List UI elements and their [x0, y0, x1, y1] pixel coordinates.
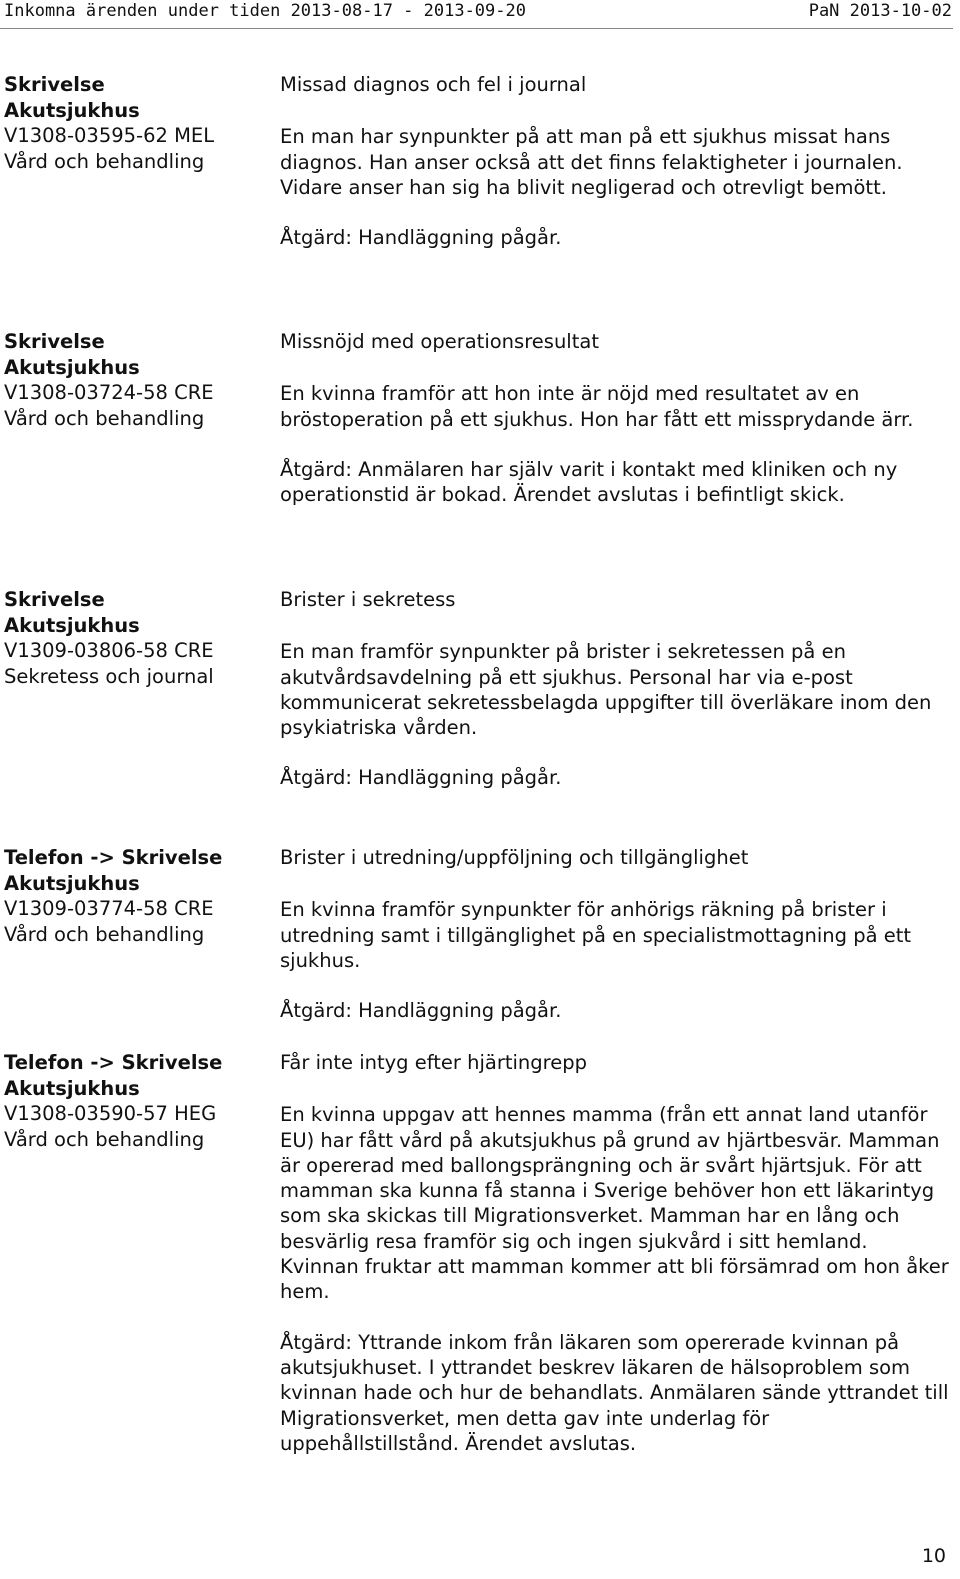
case-description: En man framför synpunkter på brister i sekretessen på en akutvårdsavdelning på ett sjukhus. Personal har via e-post kommunicerat sekretessbelagda uppgifter till överläkare inom den psykiatriska vården. — [280, 640, 932, 740]
case-organization: Akutsjukhus — [4, 98, 140, 122]
case-type: Skrivelse — [4, 330, 105, 353]
case-description: En man har synpunkter på att man på ett sjukhus missat hans diagnos. Han anser också att det finns felaktigheter i journalen. Vidare anser han sig ha blivit negligerad och otrevligt bemött. — [280, 125, 903, 199]
case-body — [280, 1050, 950, 1456]
case-subject: Missnöjd med operationsresultat — [280, 330, 599, 353]
case-action: Åtgärd: Handläggning pågår. — [280, 766, 562, 790]
case-id: V1308-03724-58 CRE — [4, 381, 214, 404]
case-type: Skrivelse — [4, 73, 105, 96]
page-number: 10 — [921, 1545, 946, 1567]
header-date: PaN 2013-10-02 — [808, 1, 952, 21]
case-type: Skrivelse — [4, 588, 105, 611]
case-id: V1309-03774-58 CRE — [4, 897, 214, 920]
case-category: Sekretess och journal — [4, 664, 214, 688]
case-organization: Akutsjukhus — [4, 613, 140, 637]
case-body — [280, 72, 950, 250]
case-organization: Akutsjukhus — [4, 871, 140, 895]
case-meta — [4, 72, 274, 174]
case-subject: Brister i sekretess — [280, 588, 456, 611]
case-subject: Missad diagnos och fel i journal — [280, 73, 587, 96]
case-description: En kvinna framför synpunkter för anhörigs räkning på brister i utredning samt i tillgänglighet på en specialistmottagning på ett sjukhus. — [280, 898, 912, 972]
case-meta — [4, 329, 274, 431]
case-id: V1309-03806-58 CRE — [4, 639, 214, 662]
case-meta — [4, 1050, 274, 1152]
case-category: Vård och behandling — [4, 922, 205, 946]
case-type: Telefon -> Skrivelse — [4, 1051, 223, 1074]
case-organization: Akutsjukhus — [4, 1076, 140, 1100]
case-id: V1308-03595-62 MEL — [4, 124, 215, 147]
case-id: V1308-03590-57 HEG — [4, 1102, 217, 1125]
case-type: Telefon -> Skrivelse — [4, 846, 223, 869]
case-category: Vård och behandling — [4, 149, 205, 173]
case-action: Åtgärd: Anmälaren har själv varit i kontakt med kliniken och ny operationstid är bokad. Ärendet avslutas i befintligt skick. — [280, 457, 898, 507]
header-title: Inkomna ärenden under tiden 2013-08-17 - 2013-09-20 — [4, 1, 526, 21]
case-category: Vård och behandling — [4, 406, 205, 430]
case-action: Åtgärd: Handläggning pågår. — [280, 999, 562, 1023]
case-body — [280, 329, 950, 507]
case-description: En kvinna framför att hon inte är nöjd med resultatet av en bröstoperation på ett sjukhus. Hon har fått ett missprydande ärr. — [280, 382, 914, 431]
case-body — [280, 845, 950, 1023]
case-body — [280, 587, 950, 791]
header-divider — [0, 28, 953, 29]
case-subject: Brister i utredning/uppföljning och tillgänglighet — [280, 846, 749, 869]
case-category: Vård och behandling — [4, 1127, 205, 1151]
case-meta — [4, 845, 274, 947]
case-description: En kvinna uppgav att hennes mamma (från ett annat land utanför EU) har fått vård på akutsjukhus på grund av hjärtbesvär. Mamman är opererad med ballongsprängning och är svårt hjärtsjuk. För att mamman ska kunna få stanna i Sverige behöver hon ett läkarintyg som ska skickas till Migrationsverket. Mamman har en lång och besvärlig resa framför sig och ingen sjukvård i sitt hemland. Kvinnan fruktar att mamman kommer att bli försämrad om hon åker hem. — [280, 1103, 949, 1304]
case-organization: Akutsjukhus — [4, 355, 140, 379]
case-subject: Får inte intyg efter hjärtingrepp — [280, 1051, 588, 1074]
case-meta — [4, 587, 274, 689]
case-action: Åtgärd: Yttrande inkom från läkaren som opererade kvinnan på akutsjukhuset. I yttrandet beskrev läkaren de hälsoproblem som kvinnan hade och hur de behandlats. Anmälaren sände yttrandet till Migrationsverket, men detta gav inte underlag för uppehållstillstånd. Ärendet avslutas. — [280, 1330, 949, 1455]
page-header — [0, 0, 960, 30]
case-action: Åtgärd: Handläggning pågår. — [280, 226, 562, 250]
